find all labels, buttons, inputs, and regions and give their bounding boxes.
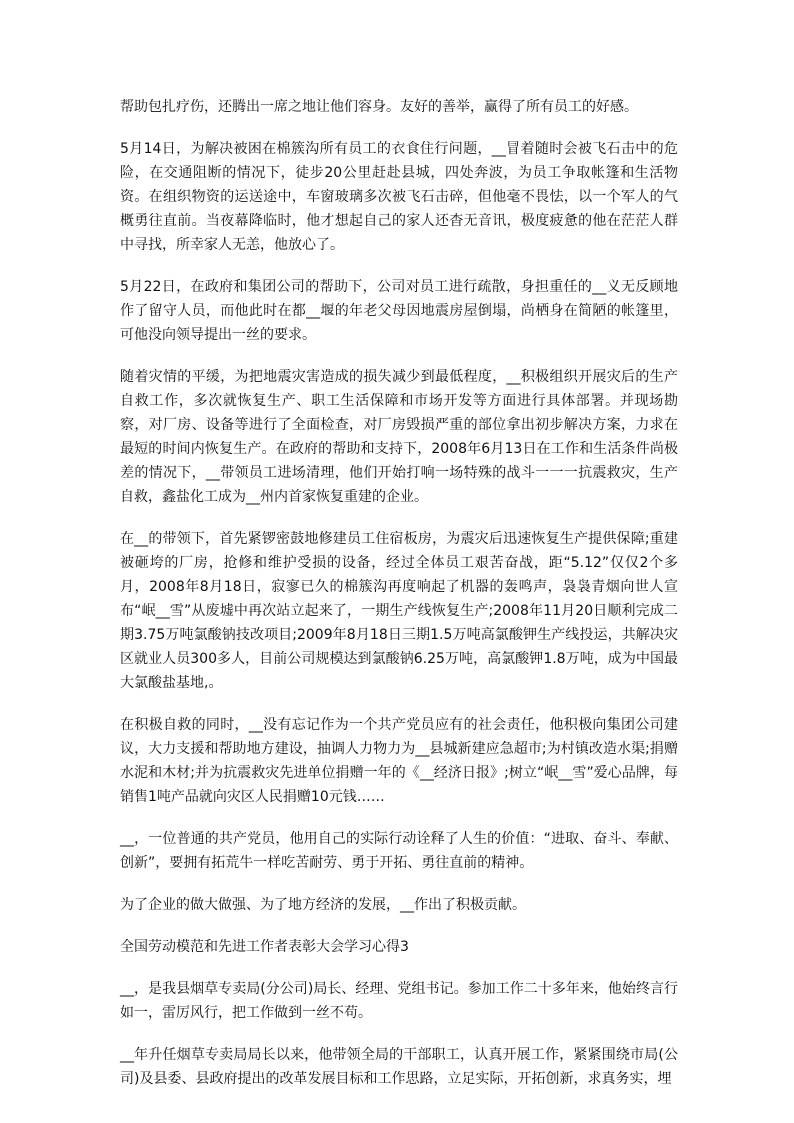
paragraph-7: __，一位普通的共产党员，他用自己的实际行动诠释了人生的价值：“进取、奋斗、奉献、创新”，要拥有拓荒牛一样吃苦耐劳、勇于开拓、勇往直前的精神。 [120, 831, 678, 871]
paragraph-6: 在积极自救的同时，__没有忘记作为一个共产党员应有的社会责任，他积极向集团公司建议，大力支援和帮助地方建设，抽调人力物力为__县城新建应急超市;为村镇改造水渠;捐赠水泥和木材;并为抗震救灾先进单位捐赠一年的《__经济日报》;树立“岷__雪”爱心品牌，每销售1吨产品就向灾区人民捐赠10元钱…… [120, 717, 678, 805]
paragraph-3: 5月22日，在政府和集团公司的帮助下，公司对员工进行疏散，身担重任的__义无反顾地作了留守人员，而他此时在都__堰的年老父母因地震房屋倒塌，尚栖身在简陋的帐篷里，可他没向领导提出一丝的要求。 [120, 279, 678, 343]
paragraph-4: 随着灾情的平缓，为把地震灾害造成的损失减少到最低程度，__积极组织开展灾后的生产自救工作，多次就恢复生产、职工生活保障和市场开发等方面进行具体部署。并现场勘察，对厂房、设备等进行了全面检查，对厂房毁损严重的部位拿出初步解决方案，力求在最短的时间内恢复生产。在政府的帮助和支持下，2008年6月13日在工作和生活条件尚极差的情况下，__带领员工进场清理，他们开始打响一场特殊的战斗一一一抗震救灾，生产自救，鑫盐化工成为__州内首家恢复重建的企业。 [120, 369, 678, 505]
document-body [120, 95, 678, 1109]
paragraph-9: __，是我县烟草专卖局(分公司)局长、经理、党组书记。参加工作二十多年来，他始终言行如一，雷厉风行，把工作做到一丝不苟。 [120, 981, 678, 1021]
paragraph-8: 为了企业的做大做强、为了地方经济的发展，__作出了积极贡献。 [120, 897, 526, 913]
paragraph-5: 在__的带领下，首先紧锣密鼓地修建员工住宿板房，为震灾后迅速恢复生产提供保障;重建被砸垮的厂房，抢修和维护受损的设备，经过全体员工艰苦奋战，距“5.12”仅仅2个多月，2008年8月18日，寂寥已久的棉簇沟再度响起了机器的轰鸣声，袅袅青烟向世人宣布“岷__雪”从废墟中再次站立起来了，一期生产线恢复生产;2008年11月20日顺利完成二期3.75万吨氯酸钠技改项目;2009年8月18日三期1.5万吨高氯酸钾生产线投运，共解决灾区就业人员300多人，目前公司规模达到氯酸钠6.25万吨，高氯酸钾1.8万吨，成为中国最大氯酸盐基地,。 [120, 531, 678, 691]
paragraph-2: 5月14日，为解决被困在棉簇沟所有员工的衣食住行问题，__冒着随时会被飞石击中的危险，在交通阻断的情况下，徒步20公里赶赴县城，四处奔波，为员工争取帐篷和生活物资。在组织物资的运送途中，车窗玻璃多次被飞石击碎，但他毫不畏怯，以一个军人的气概勇往直前。当夜幕降临时，他才想起自己的家人还杳无音讯，极度疲惫的他在茫茫人群中寻找，所幸家人无恙，他放心了。 [120, 141, 678, 253]
section-heading: 全国劳动模范和先进工作者表彰大会学习心得3 [120, 939, 409, 955]
paragraph-1: 帮助包扎疗伤，还腾出一席之地让他们容身。友好的善举，赢得了所有员工的好感。 [120, 99, 638, 115]
paragraph-10: __年升任烟草专卖局局长以来，他带领全局的干部职工，认真开展工作，紧紧围绕市局(公司)及县委、县政府提出的改革发展目标和工作思路，立足实际，开拓创新，求真务实，埋 [120, 1047, 678, 1087]
